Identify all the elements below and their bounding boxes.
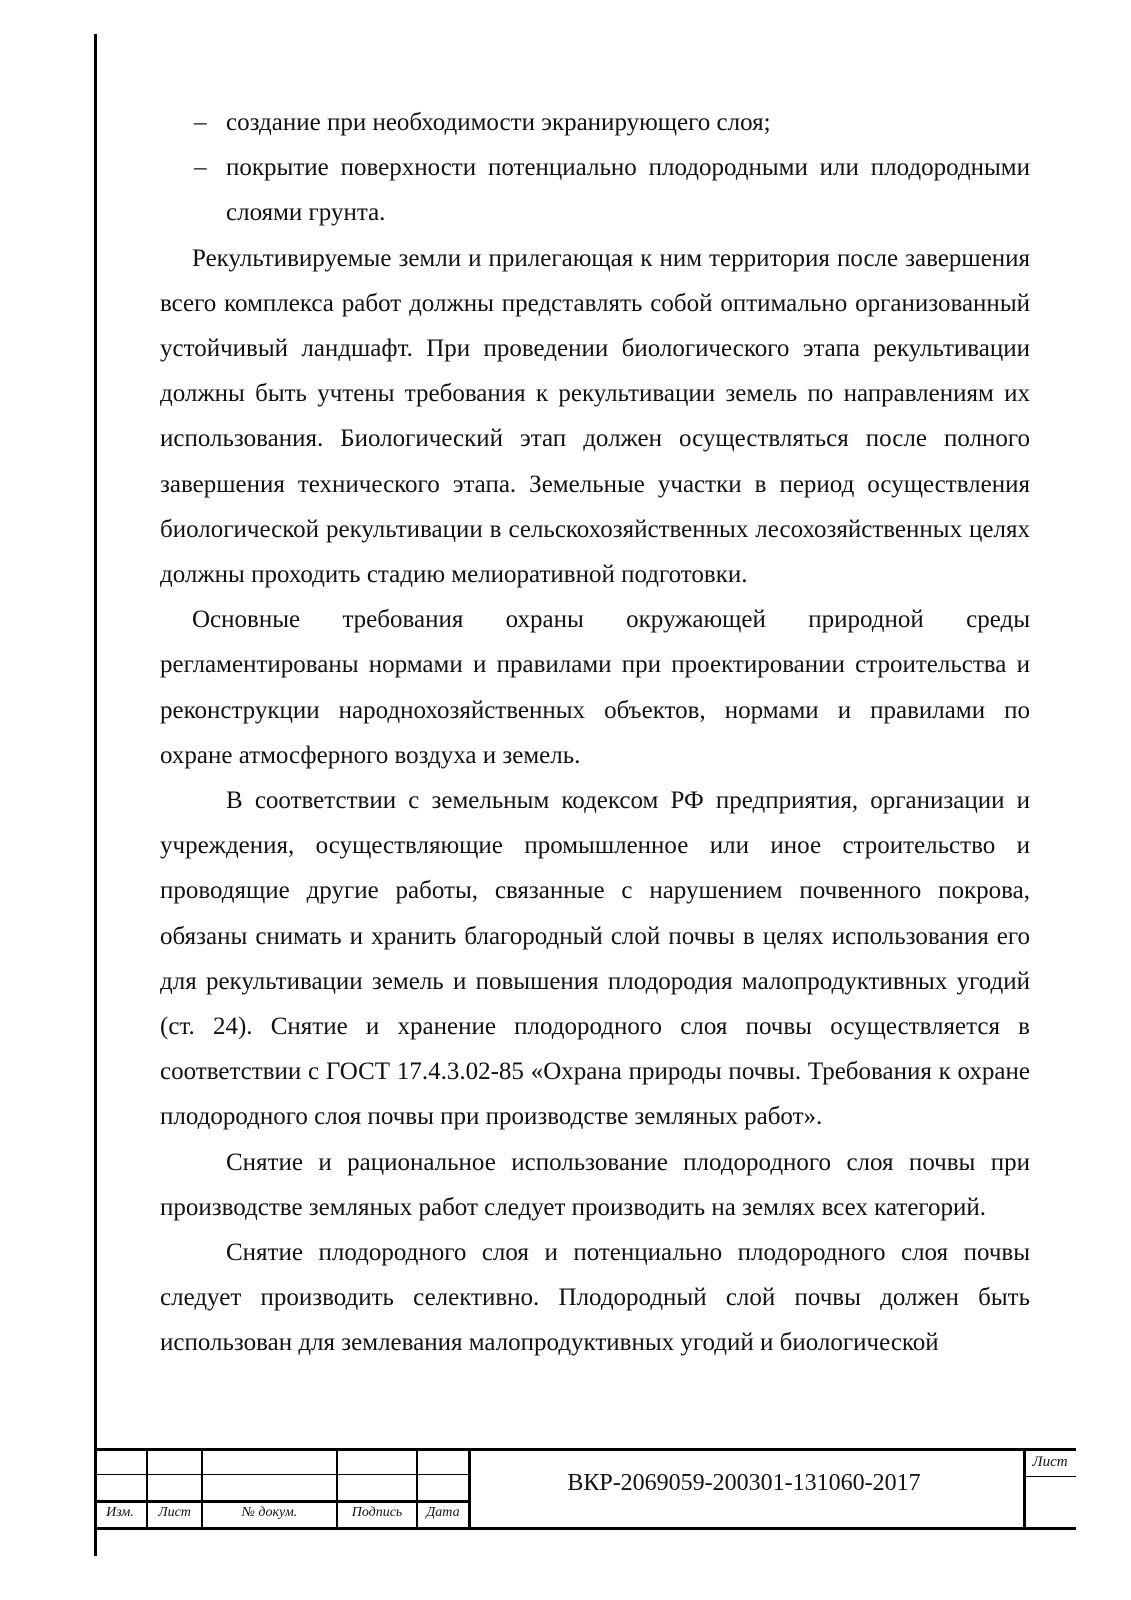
stamp-label-date: Дата — [426, 1505, 460, 1520]
sheet-label: Лист — [1032, 1454, 1068, 1470]
stamp-label-sheet: Лист — [158, 1505, 191, 1520]
bullet-item — [160, 145, 1030, 235]
paragraph: Снятие плодородного слоя и потенциально плодородного слоя почвы следует производить селективно. Плодородный слой почвы должен быть использован для землевания малопродуктивных угодий и биологической — [160, 1239, 1030, 1357]
document-code: ВКР-2069059-200301-131060-2017 — [567, 1470, 921, 1496]
stamp-label-doc-number: № докум. — [241, 1505, 298, 1520]
title-block-stamp — [94, 1448, 1076, 1530]
bullet-dash: – — [194, 154, 207, 182]
document-body — [160, 100, 1030, 1366]
paragraph: Рекультивируемые земли и прилегающая к ним территория после завершения всего комплекса работ должны представлять собой оптимально организованный устойчивый ландшафт. При проведении биологического этапа рекультивации должны быть учтены требования к рекультивации земель по направлениям их использования. Биологический этап должен осуществляться после полного завершения технического этапа. Земельные участки в период осуществления биологической рекультивации в сельскохозяйственных лесохозяйственных целях должны проходить стадию мелиоративной подготовки. — [160, 244, 1030, 589]
bullet-item — [160, 100, 1030, 145]
page-frame-left-border — [94, 34, 97, 1556]
stamp-row-line — [94, 1474, 470, 1475]
stamp-label-change: Изм. — [106, 1505, 134, 1520]
stamp-label-signature: Подпись — [351, 1505, 403, 1520]
bullet-text: покрытие поверхности потенциально плодородными или плодородными слоями грунта. — [226, 154, 1030, 227]
paragraph: В соответствии с земельным кодексом РФ предприятия, организации и учреждения, осуществляющие промышленное или иное строительство и проводящие другие работы, связанные с нарушением почвенного покрова, обязаны снимать и хранить благородный слой почвы в целях использования его для рекультивации земель и повышения плодородия малопродуктивных угодий (ст. 24). Снятие и хранение плодородного слоя почвы осуществляется в соответствии с ГОСТ 17.4.3.02-85 «Охрана природы почвы. Требования к охране плодородного слоя почвы при производстве земляных работ». — [160, 787, 1030, 1131]
bullet-text: создание при необходимости экранирующего слоя; — [226, 109, 771, 136]
stamp-bottom-border — [94, 1527, 1076, 1530]
bullet-dash: – — [194, 109, 207, 136]
paragraph: Основные требования охраны окружающей природной среды регламентированы нормами и правилами при проектировании строительства и реконструкции народнохозяйственных объектов, нормами и правилами по охране атмосферного воздуха и земель. — [160, 606, 1030, 769]
stamp-top-border — [94, 1448, 1076, 1451]
stamp-row-line — [94, 1500, 470, 1503]
stamp-sheet-line — [1024, 1476, 1076, 1477]
paragraph: Снятие и рациональное использование плодородного слоя почвы при производстве земляных работ следует производить на землях всех категорий. — [160, 1148, 1030, 1221]
